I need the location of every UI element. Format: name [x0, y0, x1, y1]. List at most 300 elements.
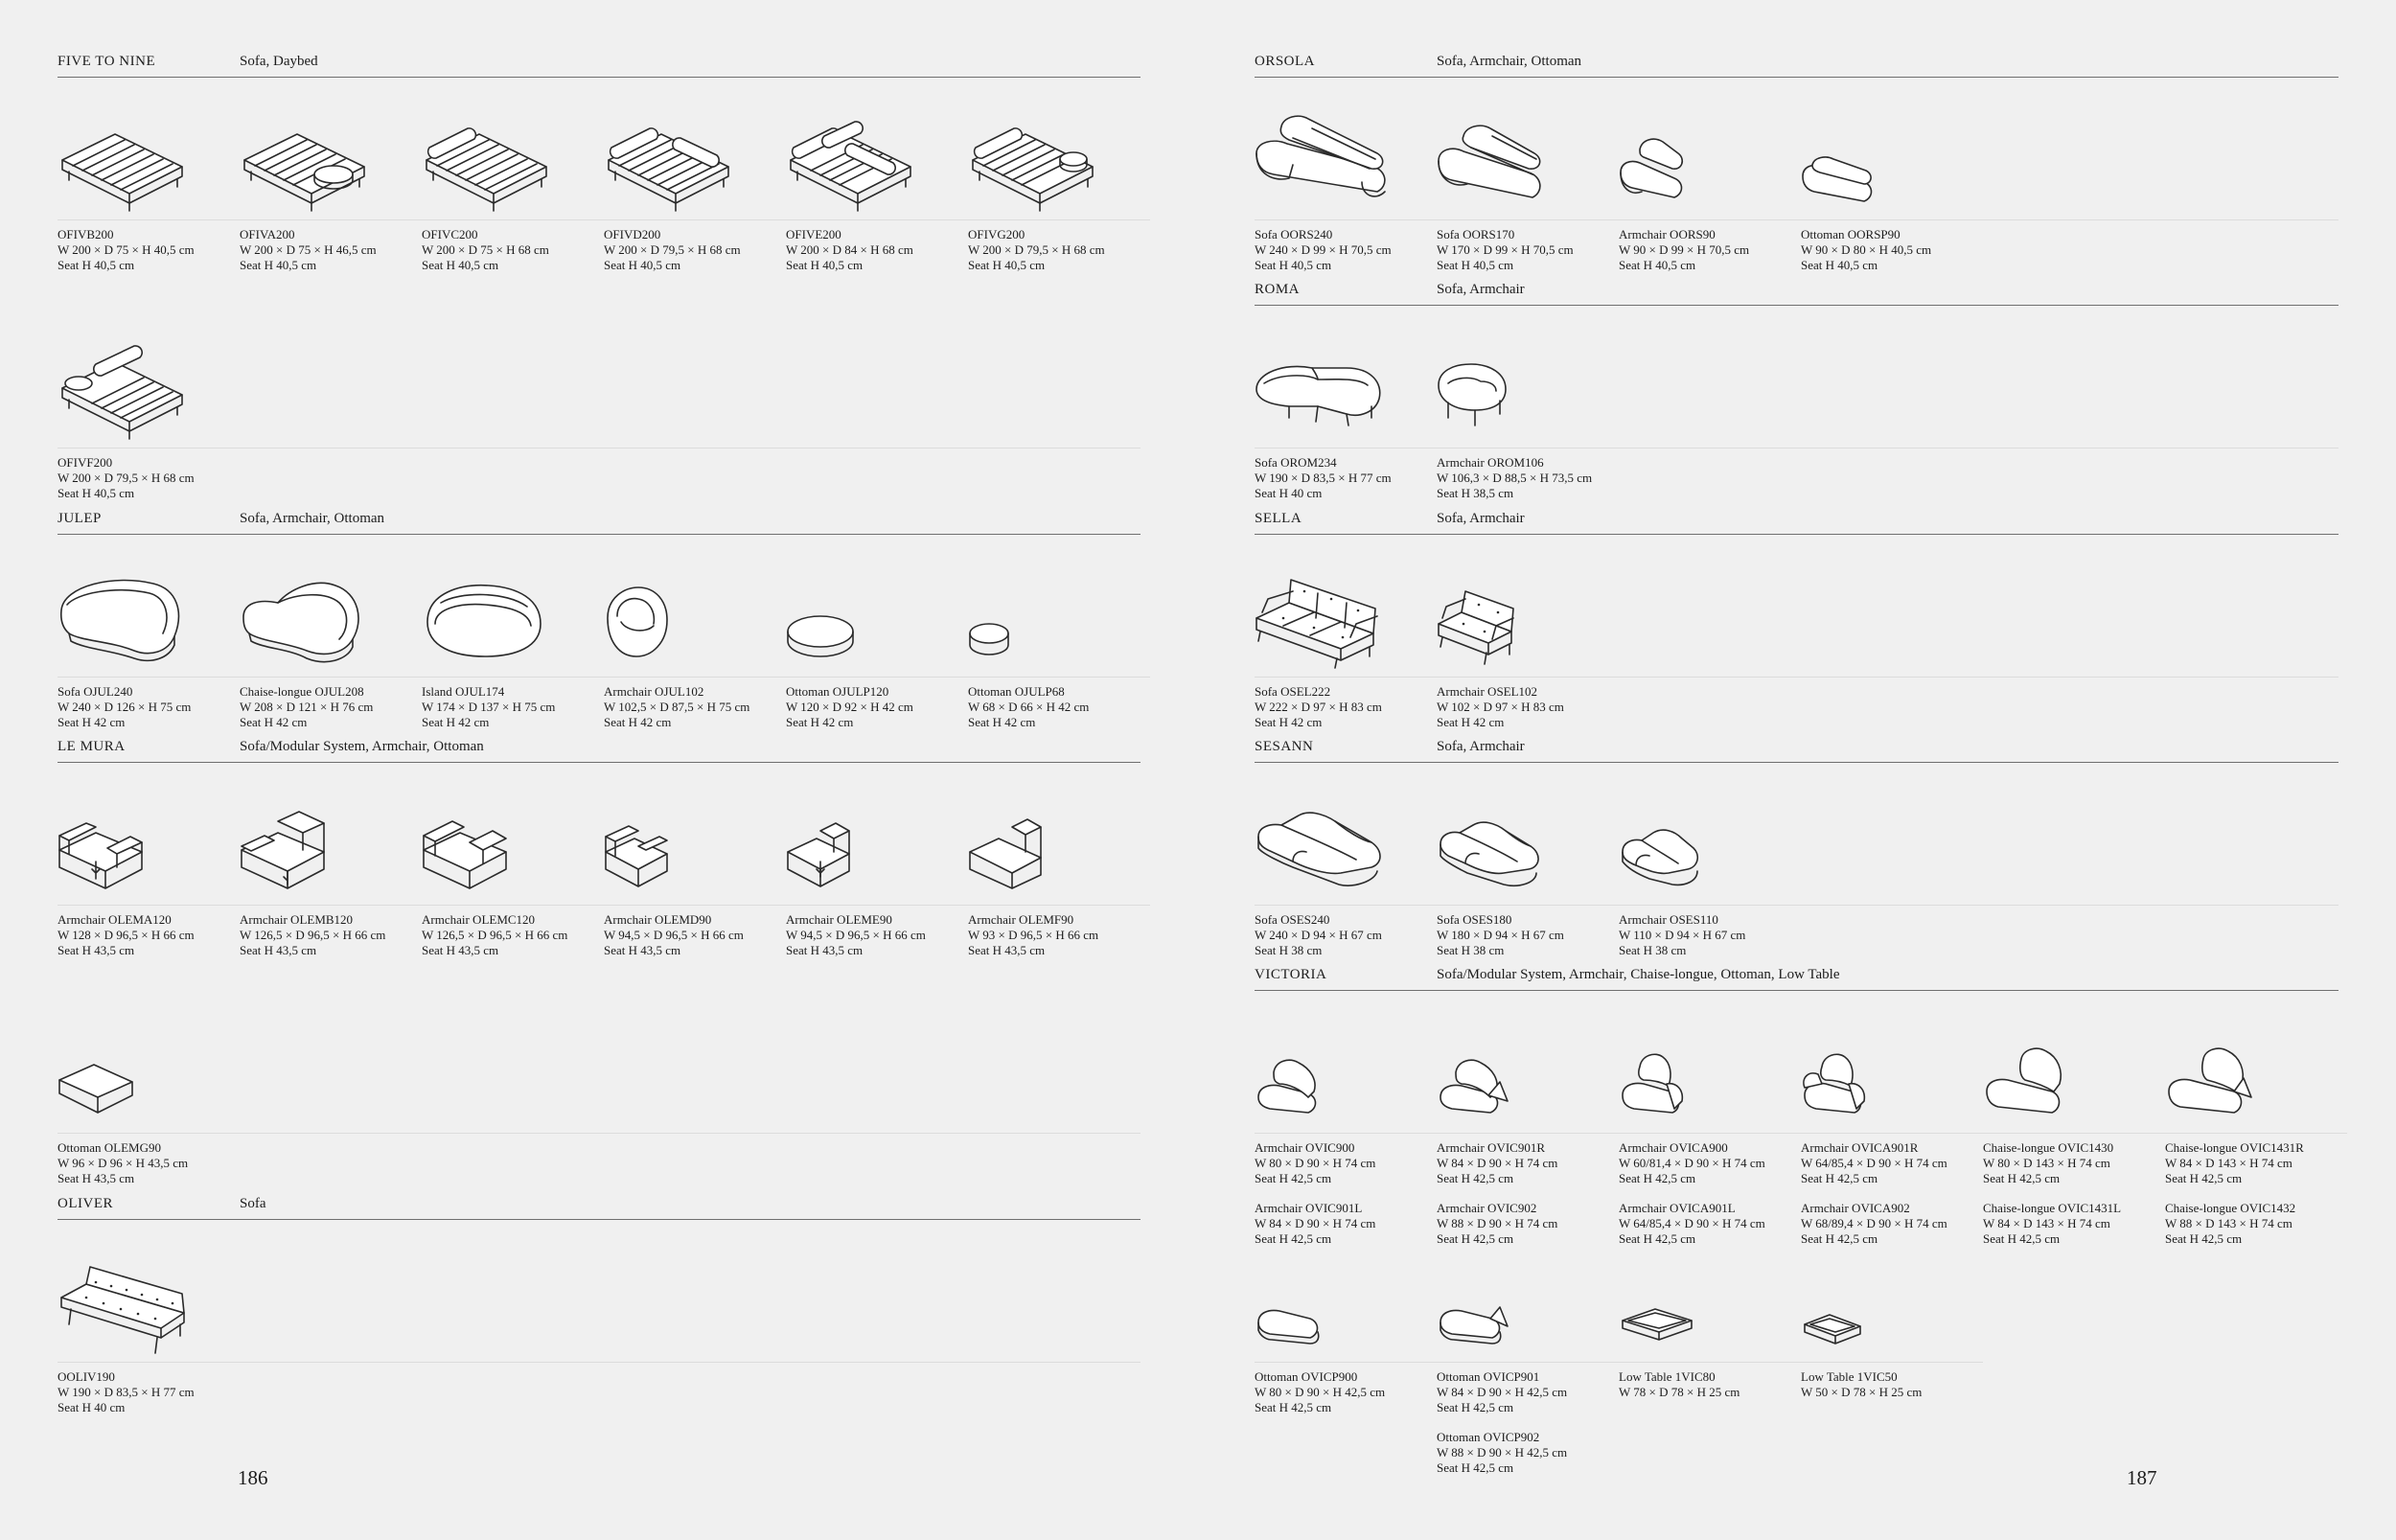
- modular-armchair-illustration: [968, 793, 1102, 898]
- product-dimensions: W 200 × D 79,5 × H 68 cm: [604, 242, 741, 257]
- chaise-longue-illustration: [1983, 1021, 2117, 1126]
- product-caption: [1255, 455, 1392, 501]
- product-code: Ottoman OJULP68: [968, 684, 1065, 699]
- product-caption: [786, 684, 913, 730]
- section-header: [1255, 739, 2338, 763]
- chaise-longue-illustration: [2165, 1021, 2299, 1126]
- item-divider: [786, 905, 968, 906]
- product-code: Armchair OLEMC120: [422, 912, 536, 927]
- item-divider: [786, 677, 968, 678]
- product-seat-height: Seat H 40,5 cm: [58, 486, 135, 500]
- product-oses110[interactable]: [1619, 764, 1801, 955]
- section-sesann: [1255, 739, 2338, 763]
- item-divider: [240, 905, 422, 906]
- product-dimensions: W 64/85,4 × D 90 × H 74 cm: [1619, 1216, 1765, 1230]
- sofa-with-table-illustration: [58, 335, 192, 441]
- row-divider: [240, 1133, 1140, 1134]
- item-divider: [604, 677, 786, 678]
- armchair-illustration: [1437, 335, 1571, 441]
- product-seat-height: Seat H 42 cm: [1255, 715, 1323, 729]
- product-ovic900[interactable]: [1255, 992, 1437, 1246]
- product-ojulp68[interactable]: [968, 536, 1150, 727]
- product-ooliv190[interactable]: [58, 1221, 240, 1413]
- collection-types: Sofa/Modular System, Armchair, Chaise-longue, Ottoman, Low Table: [1437, 967, 1840, 982]
- section-header: [58, 1196, 1140, 1220]
- product-code: Sofa OJUL240: [58, 684, 133, 699]
- section-le-mura: [58, 739, 1140, 763]
- row-divider: [1983, 219, 2338, 220]
- product-seat-height: Seat H 43,5 cm: [58, 1171, 135, 1185]
- product-dimensions: W 170 × D 99 × H 70,5 cm: [1437, 242, 1574, 257]
- product-seat-height: Seat H 42,5 cm: [1983, 1171, 2061, 1185]
- item-divider: [1619, 1133, 1801, 1134]
- item-divider: [604, 219, 786, 220]
- item-divider: [58, 219, 240, 220]
- row-divider: [1801, 905, 2338, 906]
- product-seat-height: Seat H 42 cm: [58, 715, 126, 729]
- product-seat-height: Seat H 43,5 cm: [422, 943, 499, 957]
- product-dimensions: W 200 × D 79,5 × H 68 cm: [968, 242, 1105, 257]
- product-code: Chaise-longue OVIC1430: [1983, 1140, 2114, 1155]
- product-caption: [58, 684, 191, 730]
- product-orom106[interactable]: [1437, 307, 1619, 498]
- armchair-illustration: [1255, 1021, 1389, 1126]
- product-dimensions: W 90 × D 99 × H 70,5 cm: [1619, 242, 1750, 257]
- product-code: Island OJUL174: [422, 684, 505, 699]
- product-code: Armchair OLEMD90: [604, 912, 712, 927]
- item-divider: [58, 1362, 240, 1363]
- item-divider: [240, 677, 422, 678]
- item-divider: [968, 677, 1150, 678]
- product-caption: [422, 227, 549, 273]
- product-code: Chaise-longue OVIC1431L: [1983, 1201, 2122, 1215]
- item-divider: [1801, 1133, 1983, 1134]
- collection-types: Sofa, Armchair: [1437, 282, 1525, 297]
- section-header: [1255, 54, 2338, 78]
- product-ofivb200[interactable]: [58, 79, 240, 270]
- product-dimensions: W 190 × D 83,5 × H 77 cm: [1255, 471, 1392, 485]
- product-dimensions: W 106,3 × D 88,5 × H 73,5 cm: [1437, 471, 1593, 485]
- product-caption: [1983, 1140, 2113, 1186]
- product-olemf90[interactable]: [968, 764, 1150, 955]
- item-divider: [1619, 219, 1801, 220]
- product-caption: [422, 912, 567, 958]
- low-table-illustration: [1801, 1250, 1935, 1355]
- daybed-illustration: [58, 107, 192, 213]
- product-caption: [240, 227, 377, 273]
- product-olemb120[interactable]: [240, 764, 422, 955]
- item-divider: [58, 905, 240, 906]
- item-divider: [604, 905, 786, 906]
- item-divider: [1255, 905, 1437, 906]
- item-divider: [786, 219, 968, 220]
- product-code: Low Table 1VIC50: [1801, 1369, 1898, 1384]
- product-code: Low Table 1VIC80: [1619, 1369, 1716, 1384]
- product-dimensions: W 128 × D 96,5 × H 66 cm: [58, 928, 195, 942]
- island-sofa-illustration: [422, 564, 556, 670]
- sofa-illustration: [1255, 793, 1389, 898]
- product-row: [58, 536, 1140, 727]
- collection-name: VICTORIA: [1255, 967, 1327, 982]
- product-seat-height: Seat H 42,5 cm: [1619, 1171, 1696, 1185]
- product-oorsp90[interactable]: [1801, 79, 1983, 270]
- item-divider: [1801, 1362, 1983, 1363]
- product-dimensions: W 174 × D 137 × H 75 cm: [422, 700, 556, 714]
- product-dimensions: W 80 × D 143 × H 74 cm: [1983, 1156, 2110, 1170]
- item-divider: [240, 219, 422, 220]
- product-seat-height: Seat H 40,5 cm: [604, 258, 681, 272]
- product-caption: [1619, 227, 1749, 273]
- product-caption: [2165, 1140, 2304, 1186]
- collection-types: Sofa, Daybed: [240, 54, 318, 69]
- product-dimensions: W 50 × D 78 × H 25 cm: [1801, 1385, 1923, 1399]
- sofa-with-table-illustration: [968, 107, 1102, 213]
- right-page: [1255, 0, 2338, 1540]
- item-divider: [422, 905, 604, 906]
- product-seat-height: Seat H 42,5 cm: [1619, 1231, 1696, 1246]
- section-sella: [1255, 511, 2338, 535]
- ottoman-illustration: [1255, 1250, 1389, 1355]
- product-orom234[interactable]: [1255, 307, 1437, 498]
- section-victoria: [1255, 967, 2338, 991]
- product-dimensions: W 88 × D 143 × H 74 cm: [2165, 1216, 2292, 1230]
- item-divider: [2165, 1133, 2347, 1134]
- row-divider: [240, 1362, 1140, 1363]
- product-seat-height: Seat H 42,5 cm: [1437, 1460, 1514, 1475]
- product-ojul174[interactable]: [422, 536, 604, 727]
- product-dimensions: W 126,5 × D 96,5 × H 66 cm: [422, 928, 568, 942]
- product-ovicp900[interactable]: [1255, 1221, 1437, 1470]
- product-seat-height: Seat H 43,5 cm: [786, 943, 864, 957]
- product-caption: [604, 684, 749, 730]
- product-seat-height: Seat H 40 cm: [1255, 486, 1323, 500]
- product-code: OFIVA200: [240, 227, 295, 241]
- product-ovic901r[interactable]: [1437, 992, 1619, 1246]
- product-dimensions: W 208 × D 121 × H 76 cm: [240, 700, 374, 714]
- product-seat-height: Seat H 42 cm: [968, 715, 1036, 729]
- product-dimensions: W 200 × D 75 × H 68 cm: [422, 242, 549, 257]
- product-code: Chaise-longue OVIC1432: [2165, 1201, 2296, 1215]
- product-dimensions: W 88 × D 90 × H 42,5 cm: [1437, 1445, 1568, 1460]
- product-ofivd200[interactable]: [604, 79, 786, 270]
- product-code: Armchair OORS90: [1619, 227, 1716, 241]
- product-oors170[interactable]: [1437, 79, 1619, 270]
- product-ojul102[interactable]: [604, 536, 786, 727]
- product-caption: [1437, 1369, 1567, 1415]
- product-seat-height: Seat H 42 cm: [240, 715, 308, 729]
- item-divider: [968, 219, 1150, 220]
- ottoman-illustration: [968, 564, 1102, 670]
- product-oleme90[interactable]: [786, 764, 968, 955]
- product-dimensions: W 190 × D 83,5 × H 77 cm: [58, 1385, 195, 1399]
- product-row: [1255, 992, 2338, 1246]
- product-dimensions: W 240 × D 99 × H 70,5 cm: [1255, 242, 1392, 257]
- armchair-illustration: [1437, 1021, 1571, 1126]
- product-ovic1430[interactable]: [1983, 992, 2165, 1246]
- item-divider: [1983, 1133, 2165, 1134]
- collection-name: JULEP: [58, 511, 102, 526]
- item-divider: [1255, 1133, 1437, 1134]
- product-caption: [1437, 912, 1564, 958]
- product-olema120[interactable]: [58, 764, 240, 955]
- product-caption: [240, 684, 373, 730]
- product-code: OFIVC200: [422, 227, 478, 241]
- product-seat-height: Seat H 40,5 cm: [1437, 258, 1514, 272]
- product-row: [1255, 1221, 2338, 1475]
- product-code: Sofa OORS240: [1255, 227, 1333, 241]
- product-code: Ottoman OVICP900: [1255, 1369, 1358, 1384]
- product-dimensions: W 200 × D 79,5 × H 68 cm: [58, 471, 195, 485]
- product-code: Chaise-longue OVIC1431R: [2165, 1140, 2304, 1155]
- product-code: Armchair OVICA901L: [1619, 1201, 1736, 1215]
- product-row: [58, 307, 1140, 498]
- product-code: Ottoman OVICP901: [1437, 1369, 1540, 1384]
- product-code: Armchair OVIC901R: [1437, 1140, 1546, 1155]
- product-1vic80[interactable]: [1619, 1221, 1801, 1470]
- ottoman-illustration: [58, 1021, 192, 1126]
- product-seat-height: Seat H 38 cm: [1437, 943, 1505, 957]
- product-caption: [240, 912, 385, 958]
- section-julep: [58, 511, 1140, 535]
- product-dimensions: W 93 × D 96,5 × H 66 cm: [968, 928, 1099, 942]
- section-header: [1255, 511, 2338, 535]
- armchair-illustration: [1619, 793, 1753, 898]
- product-seat-height: Seat H 38,5 cm: [1437, 486, 1514, 500]
- product-ovic1431r[interactable]: [2165, 992, 2347, 1246]
- product-code: Armchair OLEME90: [786, 912, 892, 927]
- product-code: Armchair OSES110: [1619, 912, 1718, 927]
- product-dimensions: W 80 × D 90 × H 42,5 cm: [1255, 1385, 1386, 1399]
- section-header: [58, 511, 1140, 535]
- item-divider: [1437, 1362, 1619, 1363]
- collection-types: Sofa/Modular System, Armchair, Ottoman: [240, 739, 484, 754]
- collection-types: Sofa, Armchair: [1437, 511, 1525, 526]
- item-divider: [968, 905, 1150, 906]
- collection-types: Sofa, Armchair, Ottoman: [1437, 54, 1582, 69]
- sofa-illustration: [58, 1250, 192, 1355]
- product-olemc120[interactable]: [422, 764, 604, 955]
- item-divider: [58, 1133, 240, 1134]
- product-code: Armchair OVICA902: [1801, 1201, 1910, 1215]
- product-ofiva200[interactable]: [240, 79, 422, 270]
- section-five-to-nine: [58, 54, 1140, 78]
- item-divider: [1437, 219, 1619, 220]
- sofa-illustration: [1437, 107, 1571, 213]
- section-oliver: [58, 1196, 1140, 1220]
- product-caption: [1255, 684, 1382, 730]
- product-row: [1255, 79, 2338, 270]
- product-ojul208[interactable]: [240, 536, 422, 727]
- product-seat-height: Seat H 42 cm: [604, 715, 672, 729]
- item-divider: [1437, 905, 1619, 906]
- product-dimensions: W 84 × D 90 × H 42,5 cm: [1437, 1385, 1568, 1399]
- product-caption: [968, 684, 1089, 730]
- product-seat-height: Seat H 42,5 cm: [1801, 1231, 1878, 1246]
- sofa-with-bolsters-illustration: [604, 107, 738, 213]
- product-seat-height: Seat H 43,5 cm: [58, 943, 135, 957]
- section-header: [1255, 967, 2338, 991]
- product-code: OFIVE200: [786, 227, 841, 241]
- page-number: 187: [2127, 1466, 2157, 1489]
- product-code: Ottoman OJULP120: [786, 684, 889, 699]
- chaise-longue-illustration: [240, 564, 374, 670]
- modular-armchair-illustration: [786, 793, 920, 898]
- low-table-illustration: [1619, 1250, 1753, 1355]
- product-code: OFIVD200: [604, 227, 661, 241]
- product-dimensions: W 80 × D 90 × H 74 cm: [1255, 1156, 1376, 1170]
- product-oors90[interactable]: [1619, 79, 1801, 270]
- product-ojul240[interactable]: [58, 536, 240, 727]
- product-seat-height: Seat H 40,5 cm: [422, 258, 499, 272]
- product-seat-height: Seat H 40,5 cm: [786, 258, 864, 272]
- item-divider: [58, 677, 240, 678]
- armchair-illustration: [1619, 107, 1753, 213]
- product-seat-height: Seat H 43,5 cm: [968, 943, 1046, 957]
- product-code: OFIVF200: [58, 455, 113, 470]
- armchair-illustration: [604, 564, 738, 670]
- ottoman-illustration: [786, 564, 920, 670]
- product-oses240[interactable]: [1255, 764, 1437, 955]
- product-ofivc200[interactable]: [422, 79, 604, 270]
- product-caption: [604, 227, 741, 273]
- product-code: Armchair OLEMA120: [58, 912, 172, 927]
- product-dimensions: W 64/85,4 × D 90 × H 74 cm: [1801, 1156, 1947, 1170]
- product-dimensions: W 88 × D 90 × H 74 cm: [1437, 1216, 1558, 1230]
- page-number: 186: [238, 1466, 268, 1489]
- sofa-illustration: [1255, 335, 1389, 441]
- product-seat-height: Seat H 40,5 cm: [240, 258, 317, 272]
- product-seat-height: Seat H 40,5 cm: [968, 258, 1046, 272]
- product-code: Chaise-longue OJUL208: [240, 684, 364, 699]
- product-caption: [1619, 1369, 1739, 1400]
- product-seat-height: Seat H 38 cm: [1255, 943, 1323, 957]
- product-osel102[interactable]: [1437, 536, 1619, 727]
- product-dimensions: W 200 × D 75 × H 46,5 cm: [240, 242, 377, 257]
- product-ovica900[interactable]: [1619, 992, 1801, 1246]
- product-dimensions: W 200 × D 75 × H 40,5 cm: [58, 242, 195, 257]
- product-dimensions: W 180 × D 94 × H 67 cm: [1437, 928, 1564, 942]
- collection-name: SESANN: [1255, 739, 1314, 754]
- collection-name: FIVE TO NINE: [58, 54, 156, 69]
- product-code: Ottoman OORSP90: [1801, 227, 1901, 241]
- product-code: Sofa OSEL222: [1255, 684, 1331, 699]
- product-code: Ottoman OLEMG90: [58, 1140, 161, 1155]
- product-seat-height: Seat H 40 cm: [58, 1400, 126, 1414]
- product-dimensions: W 120 × D 92 × H 42 cm: [786, 700, 913, 714]
- product-row: [58, 79, 1140, 270]
- modular-armchair-illustration: [422, 793, 556, 898]
- product-ovica901r[interactable]: [1801, 992, 1983, 1246]
- left-page: [58, 0, 1140, 1540]
- product-dimensions: W 102 × D 97 × H 83 cm: [1437, 700, 1564, 714]
- product-seat-height: Seat H 40,5 cm: [1619, 258, 1696, 272]
- product-code: Armchair OVICA900: [1619, 1140, 1728, 1155]
- product-ovicp901[interactable]: [1437, 1221, 1619, 1475]
- item-divider: [1619, 1362, 1801, 1363]
- product-caption: [1437, 227, 1574, 273]
- product-code: Armchair OVIC900: [1255, 1140, 1355, 1155]
- product-caption: [58, 1140, 188, 1186]
- collection-name: ORSOLA: [1255, 54, 1316, 69]
- product-dimensions: W 126,5 × D 96,5 × H 66 cm: [240, 928, 386, 942]
- product-seat-height: Seat H 42,5 cm: [1437, 1171, 1514, 1185]
- product-seat-height: Seat H 40,5 cm: [58, 258, 135, 272]
- item-divider: [1619, 905, 1801, 906]
- armchair-illustration: [1801, 1021, 1935, 1126]
- section-roma: [1255, 282, 2338, 306]
- item-divider: [1437, 1133, 1619, 1134]
- product-ofive200[interactable]: [786, 79, 968, 270]
- collection-types: Sofa, Armchair, Ottoman: [240, 511, 385, 526]
- product-caption: [1255, 227, 1392, 273]
- product-oors240[interactable]: [1255, 79, 1437, 270]
- section-header: [1255, 282, 2338, 306]
- ottoman-illustration: [1437, 1250, 1571, 1355]
- product-caption: [58, 1369, 195, 1415]
- section-header: [58, 739, 1140, 763]
- product-oses180[interactable]: [1437, 764, 1619, 955]
- product-caption: [1437, 684, 1564, 730]
- product-caption: [58, 455, 195, 501]
- product-caption: [968, 227, 1105, 273]
- product-seat-height: Seat H 42,5 cm: [1801, 1171, 1878, 1185]
- product-caption: [422, 684, 555, 730]
- product-dimensions: W 222 × D 97 × H 83 cm: [1255, 700, 1382, 714]
- product-code: Armchair OLEMB120: [240, 912, 354, 927]
- product-seat-height: Seat H 42,5 cm: [1437, 1400, 1514, 1414]
- product-code: Sofa OROM234: [1255, 455, 1337, 470]
- modular-armchair-illustration: [604, 793, 738, 898]
- product-caption: [1437, 1140, 1557, 1186]
- product-row: [58, 764, 1140, 955]
- product-row: [1255, 307, 2338, 498]
- product-code: OFIVB200: [58, 227, 114, 241]
- collection-name: ROMA: [1255, 282, 1301, 297]
- collection-types: Sofa, Armchair: [1437, 739, 1525, 754]
- product-seat-height: Seat H 42,5 cm: [2165, 1231, 2243, 1246]
- product-1vic50[interactable]: [1801, 1221, 1983, 1470]
- product-seat-height: Seat H 42 cm: [422, 715, 490, 729]
- product-osel222[interactable]: [1255, 536, 1437, 727]
- collection-name: OLIVER: [58, 1196, 113, 1211]
- product-seat-height: Seat H 42,5 cm: [1255, 1231, 1332, 1246]
- curved-sofa-illustration: [58, 564, 192, 670]
- product-caption: [1255, 1140, 1375, 1186]
- product-caption: [1619, 1140, 1765, 1186]
- product-seat-height: Seat H 42,5 cm: [1255, 1400, 1332, 1414]
- section-orsola: [1255, 54, 2338, 78]
- product-code: OOLIV190: [58, 1369, 115, 1384]
- product-code: Sofa OORS170: [1437, 227, 1515, 241]
- product-dimensions: W 102,5 × D 87,5 × H 75 cm: [604, 700, 750, 714]
- sofa-illustration: [1255, 564, 1389, 670]
- sofa-with-bolsters-illustration: [786, 107, 920, 213]
- product-ofivg200[interactable]: [968, 79, 1150, 270]
- product-ojulp120[interactable]: [786, 536, 968, 727]
- product-code: Armchair OJUL102: [604, 684, 704, 699]
- product-ofivf200[interactable]: [58, 307, 240, 498]
- product-olemg90[interactable]: [58, 992, 240, 1184]
- product-dimensions: W 94,5 × D 96,5 × H 66 cm: [786, 928, 926, 942]
- product-dimensions: W 84 × D 90 × H 74 cm: [1255, 1216, 1376, 1230]
- row-divider: [1619, 677, 2338, 678]
- product-dimensions: W 96 × D 96 × H 43,5 cm: [58, 1156, 189, 1170]
- product-seat-height: Seat H 42 cm: [1437, 715, 1505, 729]
- product-olemd90[interactable]: [604, 764, 786, 955]
- sofa-illustration: [422, 107, 556, 213]
- product-caption: [786, 227, 913, 273]
- product-code: Sofa OSES240: [1255, 912, 1330, 927]
